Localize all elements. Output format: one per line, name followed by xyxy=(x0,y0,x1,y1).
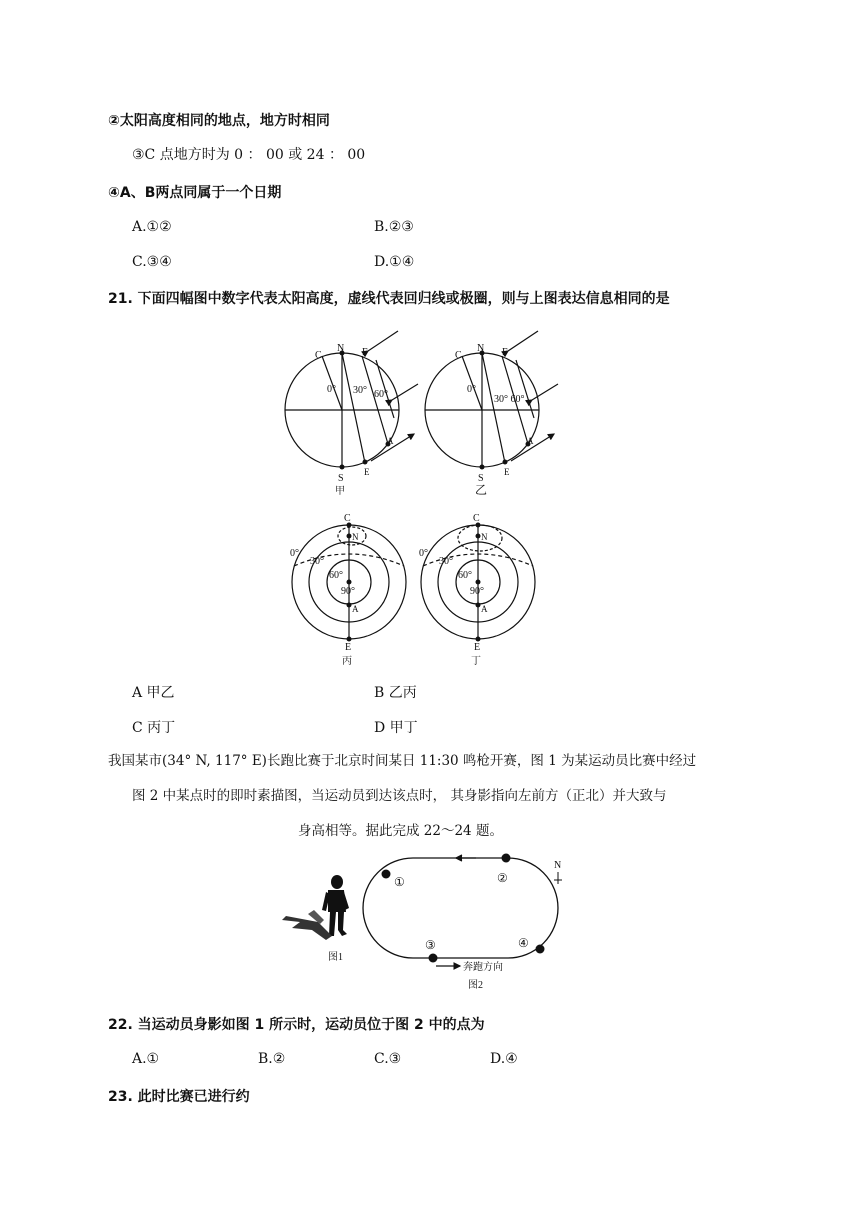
label-a-ding: A xyxy=(481,604,488,614)
point-2: ② xyxy=(497,871,508,885)
north-arrow-icon xyxy=(554,872,562,884)
q21-option-a: A 甲乙 xyxy=(132,685,175,701)
label-f-yi: F xyxy=(502,347,508,358)
caption-yi: 乙 xyxy=(475,483,488,497)
label-c-jia: C xyxy=(315,350,322,361)
label-f-jia: F xyxy=(362,347,368,358)
label-n-bing: N xyxy=(352,532,359,542)
caption-bing: 丙 xyxy=(342,656,352,667)
figures-1-2 xyxy=(278,850,578,996)
statement-3: ③C 点地方时为 0 ： 00 或 24 ： 00 xyxy=(132,147,366,163)
label-90-bing: 90° xyxy=(341,586,355,597)
passage-line-1: 我国某市(34° N, 117° E)长跑比赛于北京时间某日 11:30 鸣枪开赛，图 1 为某运动员比赛中经过 xyxy=(108,753,697,769)
label-30-ding: 30° xyxy=(439,556,453,567)
label-e-ding: E xyxy=(474,642,481,653)
label-s-jia: S xyxy=(338,473,344,484)
statement-4: ④A、B两点同属于一个日期 xyxy=(108,185,282,201)
label-0-bing: 0° xyxy=(290,548,299,559)
label-30-jia: 30° xyxy=(353,385,367,396)
label-0-jia: 0° xyxy=(327,384,336,395)
label-c-yi: C xyxy=(455,350,462,361)
label-a-bing: A xyxy=(352,604,359,614)
caption-jia: 甲 xyxy=(335,486,345,497)
passage-line-2: 图 2 中某点时的即时素描图，当运动员到达该点时， 其身影指向左前方（正北）并大致与 xyxy=(132,788,667,804)
label-0-ding: 0° xyxy=(419,548,428,559)
diagram-yi xyxy=(425,331,558,467)
label-60-ding: 60° xyxy=(458,570,472,581)
point-4: ④ xyxy=(518,936,529,950)
q22-option-b: B.② xyxy=(258,1051,286,1067)
passage-line-3: 身高相等。据此完成 22～24 题。 xyxy=(298,823,503,839)
runner-sketch xyxy=(282,875,349,940)
label-n-yi: N xyxy=(477,343,485,354)
point-3: ③ xyxy=(425,938,436,952)
q21-diagrams xyxy=(280,320,570,670)
q20-option-c: C.③④ xyxy=(132,254,172,270)
label-c-bing: C xyxy=(344,513,351,524)
direction-label: 奔跑方向 xyxy=(463,962,503,973)
q22-option-a: A.① xyxy=(132,1051,160,1067)
label-3060-yi: 30° 60° xyxy=(494,394,525,405)
label-a-yi: A xyxy=(527,436,534,446)
label-a-jia: A xyxy=(387,436,394,446)
q22-option-d: D.④ xyxy=(490,1051,518,1067)
fig1-caption: 图1 xyxy=(328,952,343,963)
statement-2: ②太阳高度相同的地点，地方时相同 xyxy=(108,113,330,129)
q21-option-b: B 乙丙 xyxy=(374,685,417,701)
q21-option-d: D 甲丁 xyxy=(374,720,418,736)
q22-option-c: C.③ xyxy=(374,1051,402,1067)
q23-stem: 23. 此时比赛已进行约 xyxy=(108,1089,250,1105)
label-30-bing: 30° xyxy=(310,556,324,567)
q20-option-a: A.①② xyxy=(132,219,172,235)
label-60-jia: 60° xyxy=(374,389,388,400)
fig2-caption: 图2 xyxy=(468,980,483,991)
q22-stem: 22. 当运动员身影如图 1 所示时，运动员位于图 2 中的点为 xyxy=(108,1017,485,1033)
label-n-ding: N xyxy=(481,532,488,542)
label-n-jia: N xyxy=(337,343,345,354)
label-e-yi: E xyxy=(504,467,510,477)
label-s-yi: S xyxy=(478,473,484,484)
point-1: ① xyxy=(394,875,405,889)
label-0-yi: 0° xyxy=(467,384,476,395)
q20-option-d: D.①④ xyxy=(374,254,415,270)
q20-option-b: B.②③ xyxy=(374,219,414,235)
label-90-ding: 90° xyxy=(470,586,484,597)
q21-stem: 21. 下面四幅图中数字代表太阳高度，虚线代表回归线或极圈，则与上图表达信息相同的是 xyxy=(108,291,670,307)
label-c-ding: C xyxy=(473,513,480,524)
label-e-bing: E xyxy=(345,642,352,653)
label-60-bing: 60° xyxy=(329,570,343,581)
north-label: N xyxy=(554,860,562,871)
diagram-jia xyxy=(285,331,418,467)
label-e-jia: E xyxy=(364,467,370,477)
caption-ding: 丁 xyxy=(471,656,481,667)
q21-option-c: C 丙丁 xyxy=(132,720,176,736)
